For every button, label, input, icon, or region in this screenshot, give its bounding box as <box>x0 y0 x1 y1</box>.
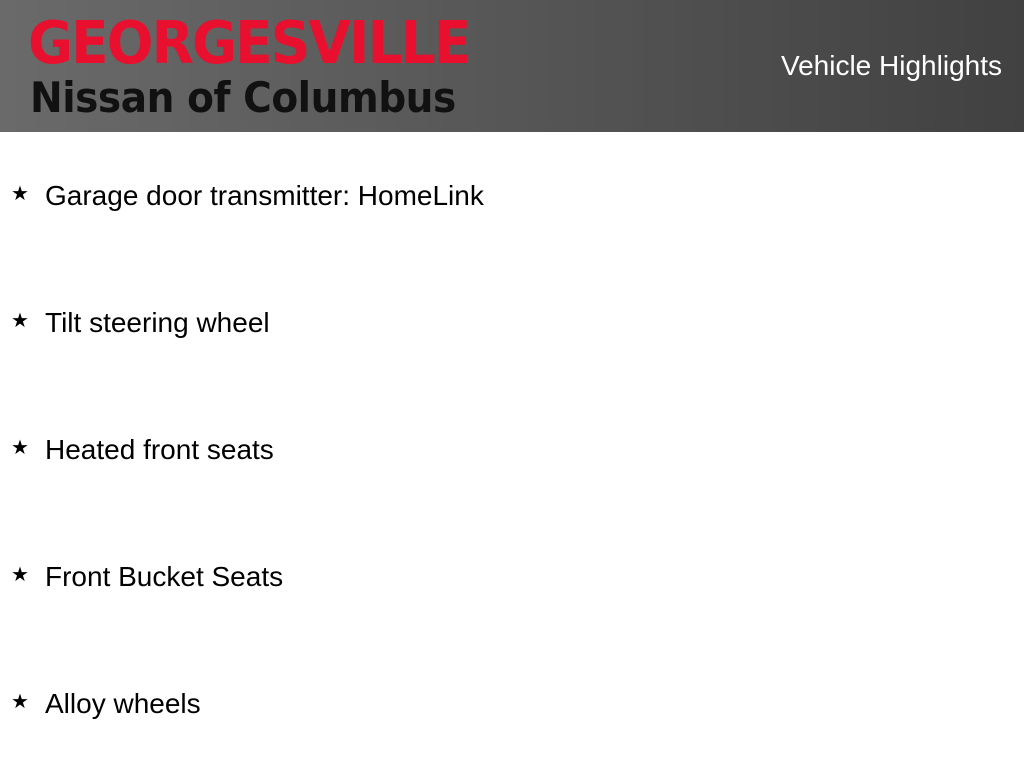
star-icon: ★ <box>11 564 29 586</box>
logo-brand-text: GEORGESVILLE <box>28 8 470 77</box>
highlight-label: Garage door transmitter: HomeLink <box>45 180 484 211</box>
star-icon: ★ <box>11 437 29 459</box>
dealer-logo <box>28 10 573 122</box>
highlight-label: Heated front seats <box>45 434 274 465</box>
list-item <box>0 305 1000 345</box>
list-item <box>0 559 1000 599</box>
list-item <box>0 432 1000 472</box>
logo-dealer-name: Nissan of Columbus <box>30 73 456 122</box>
star-icon: ★ <box>11 310 29 332</box>
star-icon: ★ <box>11 691 29 713</box>
highlight-label: Tilt steering wheel <box>45 307 270 338</box>
list-item <box>0 178 1000 218</box>
highlight-label: Front Bucket Seats <box>45 561 284 592</box>
star-icon: ★ <box>11 183 29 205</box>
highlight-label: Alloy wheels <box>45 688 201 719</box>
page-title: Vehicle Highlights <box>780 50 1002 81</box>
header-bar <box>0 0 1024 132</box>
list-item <box>0 686 1000 726</box>
